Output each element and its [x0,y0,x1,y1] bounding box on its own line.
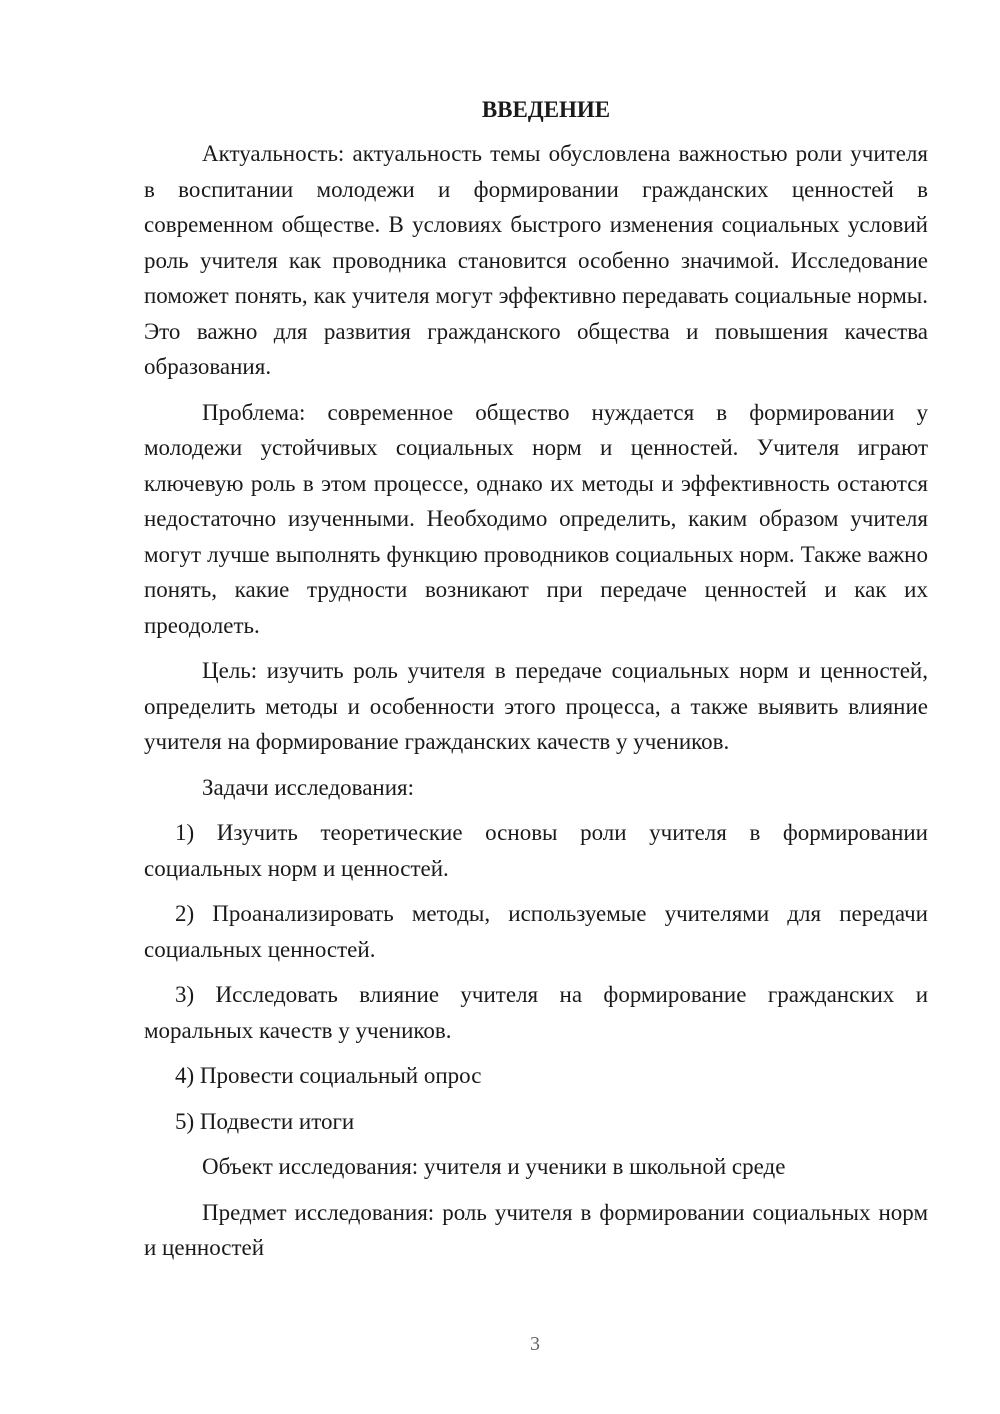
task-item-2: 2) Проанализировать методы, используемые учителями для передачи социальных ценностей. [144,901,928,962]
task-item-3: 3) Исследовать влияние учителя на формирование гражданских и моральных качеств у учеников. [144,982,928,1043]
task-item-5: 5) Подвести итоги [175,1108,355,1134]
tasks-heading: Задачи исследования: [202,774,415,800]
research-subject-paragraph: Предмет исследования: роль учителя в формировании социальных норм и ценностей [144,1199,928,1260]
research-object-paragraph: Объект исследования: учителя и ученики в школьной среде [202,1154,786,1179]
task-item-1: 1) Изучить теоретические основы роли учителя в формировании социальных норм и ценностей. [144,820,928,881]
page-content [144,92,928,1276]
page-title: ВВЕДЕНИЕ [481,97,611,122]
goal-paragraph: Цель: изучить роль учителя в передаче социальных норм и ценностей, определить методы и особенности этого процесса, а также выявить влияние учителя на формирование гражданских качеств у учеников. [144,658,928,754]
task-item-4: 4) Провести социальный опрос [175,1063,482,1088]
relevance-paragraph: Актуальность: актуальность темы обусловлена важностью роли учителя в воспитании молодежи и формировании гражданских ценностей в современном обществе. В условиях быстрого изменения социальных условий роль учителя как проводника становится особенно значимой. Исследование поможет понять, как учителя могут эффективно передавать социальные нормы. Это важно для развития гражданского общества и повышения качества образования. [144,141,928,379]
problem-paragraph: Проблема: современное общество нуждается в формировании у молодежи устойчивых социальных норм и ценностей. Учителя играют ключевую роль в этом процессе, однако их методы и эффективность остаются недостаточно изученными. Необходимо определить, каким образом учителя могут лучше выполнять функцию проводников социальных норм. Также важно понять, какие трудности возникают при передаче ценностей и как их преодолеть. [144,399,928,638]
page-number: 3 [530,1333,540,1355]
